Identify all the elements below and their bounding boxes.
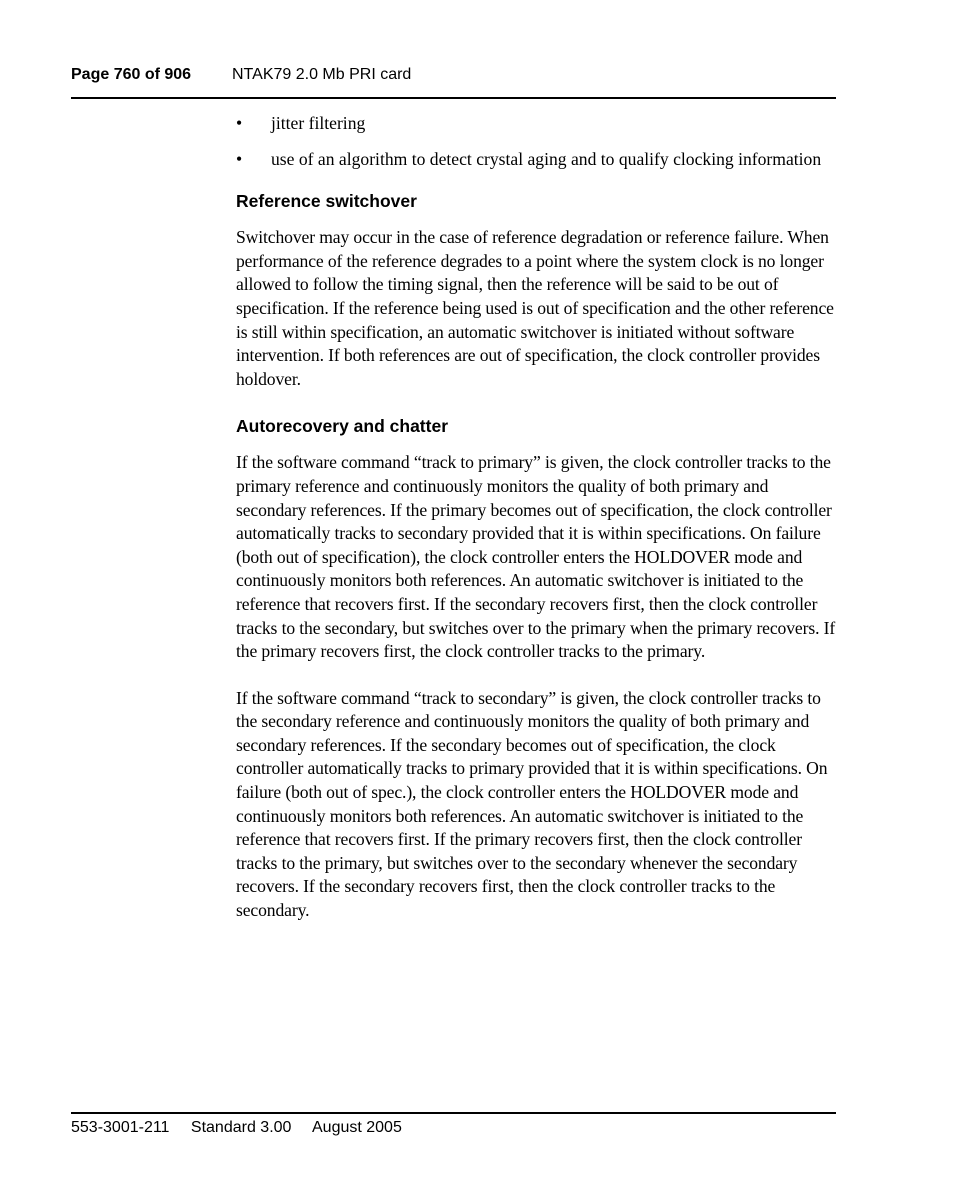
list-item	[236, 112, 836, 136]
section-heading-autorecovery: Autorecovery and chatter	[236, 416, 449, 437]
bullet-icon: •	[236, 148, 243, 169]
page-footer	[71, 1112, 836, 1137]
page-number: Page 760 of 906	[71, 66, 192, 83]
standard-version: Standard 3.00	[190, 1119, 292, 1136]
bullet-list	[236, 112, 836, 171]
list-item-text: jitter filtering	[271, 113, 366, 133]
page-header	[71, 66, 836, 99]
page-body	[236, 112, 836, 946]
publication-date: August 2005	[312, 1119, 402, 1136]
body-paragraph: Switchover may occur in the case of reference degradation or reference failure. When performance of the reference degrades to a point where the system clock is no longer allowed to follow the timing signal, then the reference will be said to be out of specification. If the reference being used is out of specification and the other reference is still within specification, an automatic switchover is initiated without software intervention. If both references are out of specification, the clock controller provides holdover.	[236, 227, 834, 389]
document-number: 553-3001-211	[71, 1119, 170, 1136]
body-paragraph: If the software command “track to secondary” is given, the clock controller tracks to the secondary reference and continuously monitors the quality of both primary and secondary references. If the secondary becomes out of specification, the clock controller automatically tracks to primary provided that it is within specifications. On failure (both out of spec.), the clock controller enters the HOLDOVER mode and continuously monitors both references. An automatic switchover is initiated to the reference that recovers first. If the primary recovers first, then the clock controller tracks to the primary, but switches over to the secondary whenever the secondary recovers. If the secondary recovers first, then the clock controller tracks to the secondary.	[236, 687, 828, 921]
list-item-text: use of an algorithm to detect crystal aging and to qualify clocking information	[271, 148, 822, 169]
document-title: NTAK79 2.0 Mb PRI card	[232, 66, 412, 83]
bullet-icon: •	[236, 113, 243, 133]
body-paragraph: If the software command “track to primary” is given, the clock controller tracks to the primary reference and continuously monitors the quality of both primary and secondary references. If the primary becomes out of specification, the clock controller automatically tracks to secondary provided that it is within specifications. On failure (both out of specification), the clock controller enters the HOLDOVER mode and continuously monitors both references. An automatic switchover is initiated to the reference that recovers first. If the secondary recovers first, then the clock controller tracks to the secondary, but switches over to the primary when the primary recovers. If the primary recovers first, the clock controller tracks to the primary.	[236, 452, 836, 662]
section-heading-reference-switchover: Reference switchover	[236, 191, 417, 212]
list-item	[236, 148, 836, 172]
